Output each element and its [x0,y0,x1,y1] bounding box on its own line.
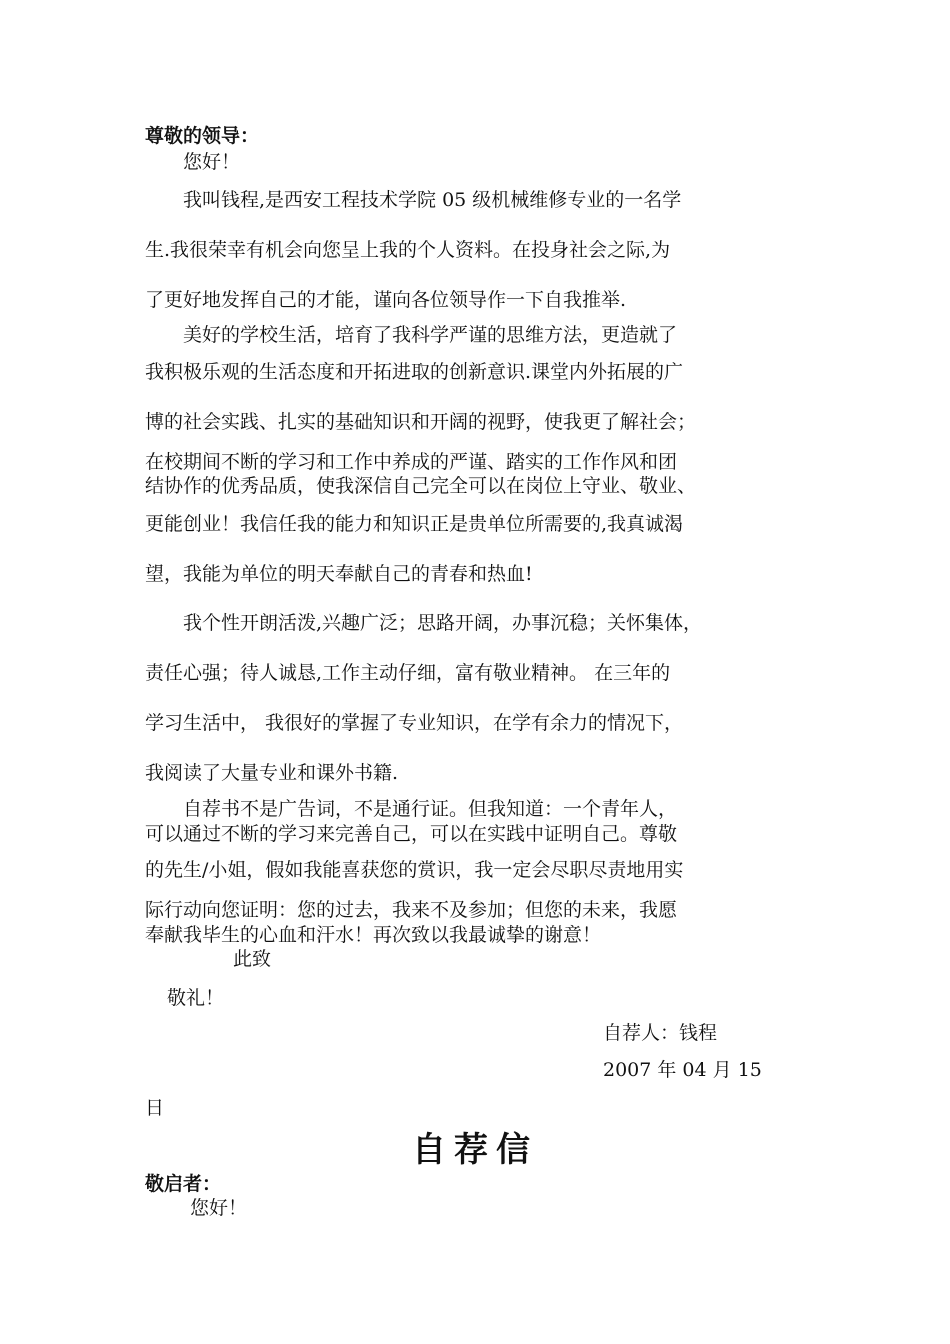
body-line: 在校期间不断的学习和工作中养成的严谨、踏实的工作作风和团 [145,451,678,473]
body-line: 际行动向您证明：您的过去，我来不及参加；但您的未来，我愿 [145,899,678,921]
body-line: 的先生/小姐，假如我能喜获您的赏识，我一定会尽职尽责地用实 [145,859,684,881]
body-line: 自荐书不是广告词，不是通行证。但我知道：一个青年人， [183,798,678,820]
body-line: 可以通过不断的学习来完善自己，可以在实践中证明自己。尊敬 [145,823,678,845]
body-line: 更能创业！我信任我的能力和知识正是贵单位所需要的,我真诚渴 [145,513,684,535]
body-line: 我积极乐观的生活态度和开拓进取的创新意识.课堂内外拓展的广 [145,361,684,383]
body-line: 美好的学校生活，培育了我科学严谨的思维方法，更造就了 [183,324,678,346]
body-line: 博的社会实践、扎实的基础知识和开阔的视野，使我更了解社会； [145,411,697,433]
body-line: 学习生活中， 我很好的掌握了专业知识，在学有余力的情况下， [145,712,684,734]
salutation: 尊敬的领导： [145,125,260,147]
greeting: 您好！ [183,151,241,173]
second-letter-title: 自荐信 [412,1130,538,1170]
body-line: 奉献我毕生的心血和汗水！再次致以我最诚挚的谢意！ [145,924,602,946]
date-tail: 日 [145,1097,165,1119]
body-line: 了更好地发挥自己的才能，谨向各位领导作一下自我推举. [145,289,627,311]
body-line: 责任心强；待人诚恳,工作主动仔细，富有敬业精神。 在三年的 [145,662,671,684]
second-letter-salutation: 敬启者： [145,1173,222,1195]
body-line: 我叫钱程,是西安工程技术学院 05 级机械维修专业的一名学 [183,189,682,211]
second-letter-greeting: 您好！ [190,1197,248,1219]
body-line: 结协作的优秀品质，使我深信自己完全可以在岗位上守业、敬业、 [145,475,697,497]
signature: 自荐人：钱程 [603,1022,718,1044]
body-line: 望，我能为单位的明天奉献自己的青春和热血! [145,563,533,585]
date-line: 2007 年 04 月 15 [603,1059,762,1081]
body-line: 生.我很荣幸有机会向您呈上我的个人资料。在投身社会之际,为 [145,239,671,261]
body-line: 我个性开朗活泼,兴趣广泛；思路开阔，办事沉稳；关怀集体， [183,612,703,634]
body-line: 我阅读了大量专业和课外书籍. [145,762,399,784]
closing-jing-li: 敬礼！ [167,987,225,1009]
closing-ci-zhi: 此致 [233,948,272,970]
